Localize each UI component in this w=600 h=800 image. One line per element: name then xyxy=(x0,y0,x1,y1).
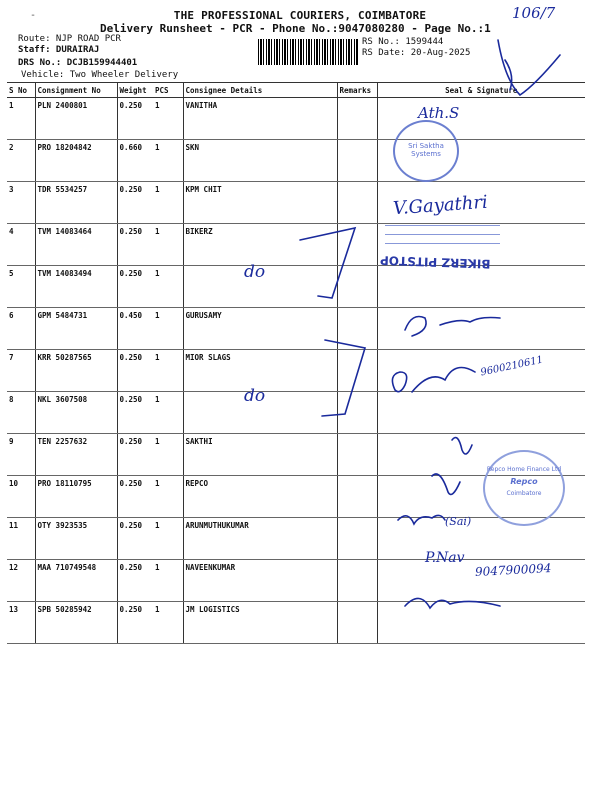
signature-row3: V.Gayathri xyxy=(392,191,489,220)
cell-consignment: SPB 50285942 xyxy=(35,602,117,644)
note-row11: (Sai) xyxy=(445,515,472,528)
cell-sno: 6 xyxy=(7,308,35,350)
signature-row12: P.Nav xyxy=(425,550,465,566)
runsheet-title: Delivery Runsheet - PCR - Phone No.:9047080280 - Page No.:1 xyxy=(100,22,491,35)
cell-consignee: NAVEENKUMAR xyxy=(183,560,337,602)
phone-row8: 9600210611 xyxy=(479,354,545,379)
cell-consignment: MAA 710749548 xyxy=(35,560,117,602)
cell-sno: 1 xyxy=(7,98,35,140)
cell-sno: 13 xyxy=(7,602,35,644)
cell-consignment: PLN 2400801 xyxy=(35,98,117,140)
cell-pcs: 1 xyxy=(153,266,183,308)
stamp-row10-mid: Repco xyxy=(510,477,538,486)
cell-weight: 0.250 xyxy=(117,602,153,644)
stamp-row10-bottom: Coimbatore xyxy=(506,490,542,497)
cell-consignment: NKL 3607508 xyxy=(35,392,117,434)
cell-sno: 5 xyxy=(7,266,35,308)
col-weight: Weight xyxy=(117,83,153,98)
cell-consignee: KPM CHIT xyxy=(183,182,337,224)
corner-note: 106/7 xyxy=(512,4,556,22)
cell-consignee: GURUSAMY xyxy=(183,308,337,350)
cell-sno: 4 xyxy=(7,224,35,266)
cell-weight: 0.250 xyxy=(117,98,153,140)
cell-sno: 12 xyxy=(7,560,35,602)
cell-weight: 0.250 xyxy=(117,518,153,560)
col-seal-signature: Seal & Signature xyxy=(377,83,585,98)
cell-consignee: SAKTHI xyxy=(183,434,337,476)
rs-number: RS No.: 1599444 xyxy=(362,37,444,47)
cell-consignment: PRO 18110795 xyxy=(35,476,117,518)
cell-pcs: 1 xyxy=(153,308,183,350)
cell-pcs: 1 xyxy=(153,602,183,644)
cell-sno: 3 xyxy=(7,182,35,224)
cell-sno: 7 xyxy=(7,350,35,392)
cell-pcs: 1 xyxy=(153,140,183,182)
cell-consignment: GPM 5484731 xyxy=(35,308,117,350)
drs-number: DRS No.: DCJB159944401 xyxy=(18,58,138,68)
cell-pcs: 1 xyxy=(153,560,183,602)
company-title: THE PROFESSIONAL COURIERS, COIMBATORE xyxy=(173,9,427,22)
signature-row9 xyxy=(452,438,472,454)
cell-consignment: OTY 3923535 xyxy=(35,518,117,560)
stamp-row10-top: Repco Home Finance Ltd xyxy=(486,466,562,473)
col-consignee: Consignee Details xyxy=(183,83,337,98)
cell-sno: 2 xyxy=(7,140,35,182)
cell-consignee: ARUNMUTHUKUMAR xyxy=(183,518,337,560)
cell-consignment: TEN 2257632 xyxy=(35,434,117,476)
cell-sno: 10 xyxy=(7,476,35,518)
cell-consignment: PRO 18204842 xyxy=(35,140,117,182)
cell-consignee: JM LOGISTICS xyxy=(183,602,337,644)
cell-weight: 0.250 xyxy=(117,560,153,602)
route-label: Route: NJP ROAD PCR xyxy=(18,34,121,44)
cell-consignee: MIOR SLAGS xyxy=(183,350,337,392)
signature-row11 xyxy=(398,515,445,524)
cell-weight: 0.450 xyxy=(117,308,153,350)
cell-pcs: 1 xyxy=(153,224,183,266)
cell-pcs: 1 xyxy=(153,98,183,140)
signature-row1: Ath.S xyxy=(418,104,460,122)
cell-weight: 0.250 xyxy=(117,266,153,308)
cell-pcs: 1 xyxy=(153,182,183,224)
rs-date: RS Date: 20-Aug-2025 xyxy=(362,48,471,58)
phone-row12: 9047900094 xyxy=(474,561,552,579)
cell-consignee: VANITHA xyxy=(183,98,337,140)
bracket-row4-5 xyxy=(300,228,355,298)
cell-weight: 0.250 xyxy=(117,392,153,434)
cell-weight: 0.250 xyxy=(117,476,153,518)
cell-consignee: SKN xyxy=(183,140,337,182)
signature-row6 xyxy=(405,317,500,337)
ditto-row5: do xyxy=(244,262,266,282)
cell-consignment: KRR 50287565 xyxy=(35,350,117,392)
cell-pcs: 1 xyxy=(153,518,183,560)
cell-consignment: TDR 5534257 xyxy=(35,182,117,224)
signature-row10 xyxy=(432,474,460,494)
punch-mark: - xyxy=(30,10,37,21)
cell-pcs: 1 xyxy=(153,434,183,476)
cell-weight: 0.250 xyxy=(117,350,153,392)
ditto-row8: do xyxy=(244,386,266,406)
cell-weight: 0.250 xyxy=(117,182,153,224)
cell-sno: 9 xyxy=(7,434,35,476)
cell-pcs: 1 xyxy=(153,476,183,518)
cell-weight: 0.250 xyxy=(117,434,153,476)
cell-pcs: 1 xyxy=(153,392,183,434)
cell-weight: 0.250 xyxy=(117,224,153,266)
cell-sno: 11 xyxy=(7,518,35,560)
stamp-row4: BIKERZ PITSTOP xyxy=(379,253,491,271)
col-remarks: Remarks xyxy=(337,83,377,98)
staff-label: Staff: DURAIRAJ xyxy=(18,45,100,55)
cell-consignee: BIKERZ xyxy=(183,224,337,266)
cell-pcs: 1 xyxy=(153,350,183,392)
cell-weight: 0.660 xyxy=(117,140,153,182)
cell-consignment: TVM 14083464 xyxy=(35,224,117,266)
vehicle-label: Vehicle: Two Wheeler Delivery xyxy=(21,70,179,80)
tick-top-right xyxy=(498,40,560,95)
bracket-row7-8 xyxy=(322,340,365,416)
col-pcs: PCS xyxy=(153,83,183,98)
signature-row7 xyxy=(392,368,475,393)
signature-row13 xyxy=(405,598,500,608)
cell-sno: 8 xyxy=(7,392,35,434)
cell-consignment: TVM 14083494 xyxy=(35,266,117,308)
col-consignment: Consignment No xyxy=(35,83,117,98)
col-sno: S No xyxy=(7,83,35,98)
stamp-row2-text: Sri Saktha Systems xyxy=(408,142,444,158)
cell-consignee: REPCO xyxy=(183,476,337,518)
